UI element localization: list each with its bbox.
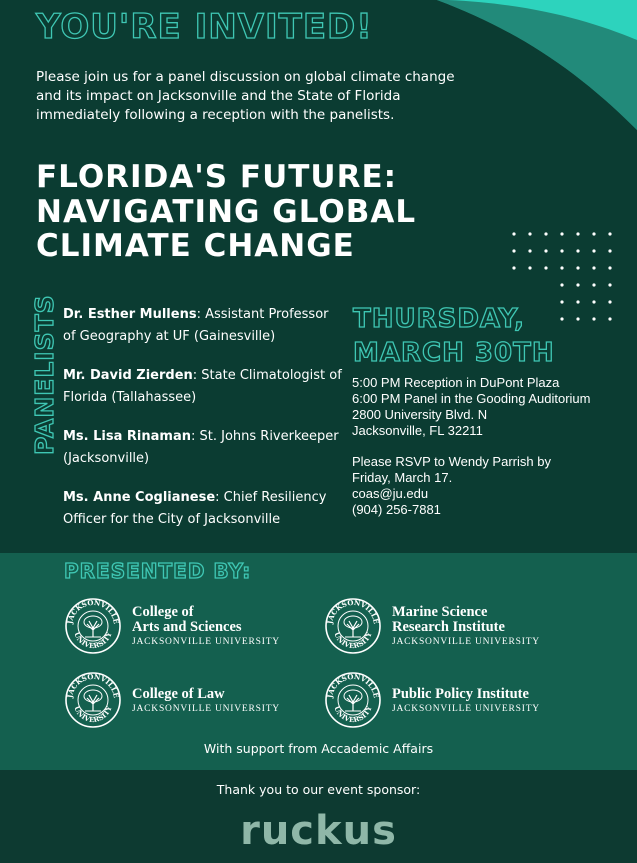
reception-time: 5:00 PM Reception in DuPont Plaza (352, 375, 560, 390)
decor-dot (544, 232, 547, 235)
panelist-item (63, 426, 343, 470)
sponsor-thanks: Thank you to our event sponsor: (216, 782, 421, 797)
decor-dot (512, 266, 515, 269)
decor-dot (544, 266, 547, 269)
org-arts-sciences (64, 597, 280, 655)
address-line: 2800 University Blvd. N (352, 407, 488, 422)
decor-dot (592, 266, 595, 269)
sponsor-logo: ruckus (240, 808, 397, 854)
org-name: College of (132, 604, 194, 620)
decor-dot (512, 232, 515, 235)
decor-dot (608, 232, 611, 235)
org-college-of-law (64, 671, 280, 729)
org-name: Research Institute (392, 619, 505, 635)
decor-dot (576, 249, 579, 252)
panelist-name: Ms. Lisa Rinaman (63, 429, 191, 444)
org-public-policy (324, 671, 540, 729)
panelist-name: Dr. Esther Mullens (63, 307, 197, 322)
org-name: College of Law (132, 685, 225, 702)
org-university: JACKSONVILLE UNIVERSITY (132, 637, 280, 647)
presented-by-label: PRESENTED BY: (64, 559, 252, 583)
decor-dot (592, 283, 595, 286)
decor-dot (512, 249, 515, 252)
decor-dot (608, 249, 611, 252)
org-name: Public Policy Institute (392, 685, 529, 702)
university-seal-icon (64, 597, 122, 655)
title-line: CLIMATE CHANGE (36, 228, 355, 264)
panelists-label: PANELISTS (30, 294, 59, 455)
panelist-item (63, 304, 343, 348)
decor-dot (608, 283, 611, 286)
org-university: JACKSONVILLE UNIVERSITY (132, 703, 280, 714)
decor-dot (560, 249, 563, 252)
title-line: FLORIDA'S FUTURE: (36, 159, 398, 195)
org-university: JACKSONVILLE UNIVERSITY (392, 703, 540, 714)
address-line: Jacksonville, FL 32211 (352, 423, 483, 438)
decor-dot (528, 232, 531, 235)
invited-heading: YOU'RE INVITED! (36, 7, 373, 47)
event-details (352, 375, 632, 518)
rsvp-phone[interactable]: (904) 256-7881 (352, 502, 441, 517)
panelist-item (63, 365, 343, 409)
decor-dot (528, 249, 531, 252)
date-line: MARCH 30TH (353, 338, 555, 368)
presented-by-section (0, 553, 637, 770)
panelist-role: : Chief Resiliency Officer for the City of Jacksonville (63, 490, 327, 527)
sponsor-section (0, 770, 637, 863)
support-text: With support from Accademic Affairs (203, 741, 434, 756)
decor-dot (544, 249, 547, 252)
decor-dot (608, 266, 611, 269)
org-name: Arts and Sciences (132, 619, 242, 635)
title-line: NAVIGATING GLOBAL (36, 193, 417, 230)
org-university: JACKSONVILLE UNIVERSITY (392, 637, 540, 647)
decor-dot (592, 232, 595, 235)
intro-text: Please join us for a panel discussion on global climate change and its impact on Jacksonville and the State of Florida immediately following a reception with the panelists. (36, 69, 455, 123)
decor-dot (560, 266, 563, 269)
event-date (353, 302, 613, 370)
panelist-item (63, 487, 343, 531)
decor-dot (576, 266, 579, 269)
panelist-role: : Assistant Professor of Geography at UF (Gainesville) (63, 307, 329, 344)
university-seal-icon (64, 671, 122, 729)
decor-dot (576, 232, 579, 235)
date-line: THURSDAY, (353, 304, 525, 334)
panelist-name: Ms. Anne Coglianese (63, 490, 216, 505)
decor-dot (528, 266, 531, 269)
panel-time: 6:00 PM Panel in the Gooding Auditorium (352, 391, 591, 406)
panelist-list (63, 304, 343, 548)
decor-dot (560, 283, 563, 286)
panelist-name: Mr. David Zierden (63, 368, 193, 383)
decor-dot (592, 249, 595, 252)
event-title (36, 160, 456, 264)
university-seal-icon (324, 597, 382, 655)
decor-dot (576, 283, 579, 286)
decor-dot (560, 232, 563, 235)
org-marine-science (324, 597, 540, 655)
panelist-role: : St. Johns Riverkeeper (Jacksonville) (63, 429, 339, 466)
rsvp-text: Friday, March 17. (352, 470, 453, 485)
org-name: Marine Science (392, 604, 488, 620)
university-seal-icon (324, 671, 382, 729)
panelist-role: : State Climatologist of Florida (Tallahassee) (63, 368, 342, 405)
rsvp-email[interactable]: coas@ju.edu (352, 486, 429, 501)
rsvp-text: Please RSVP to Wendy Parrish by (352, 454, 551, 469)
